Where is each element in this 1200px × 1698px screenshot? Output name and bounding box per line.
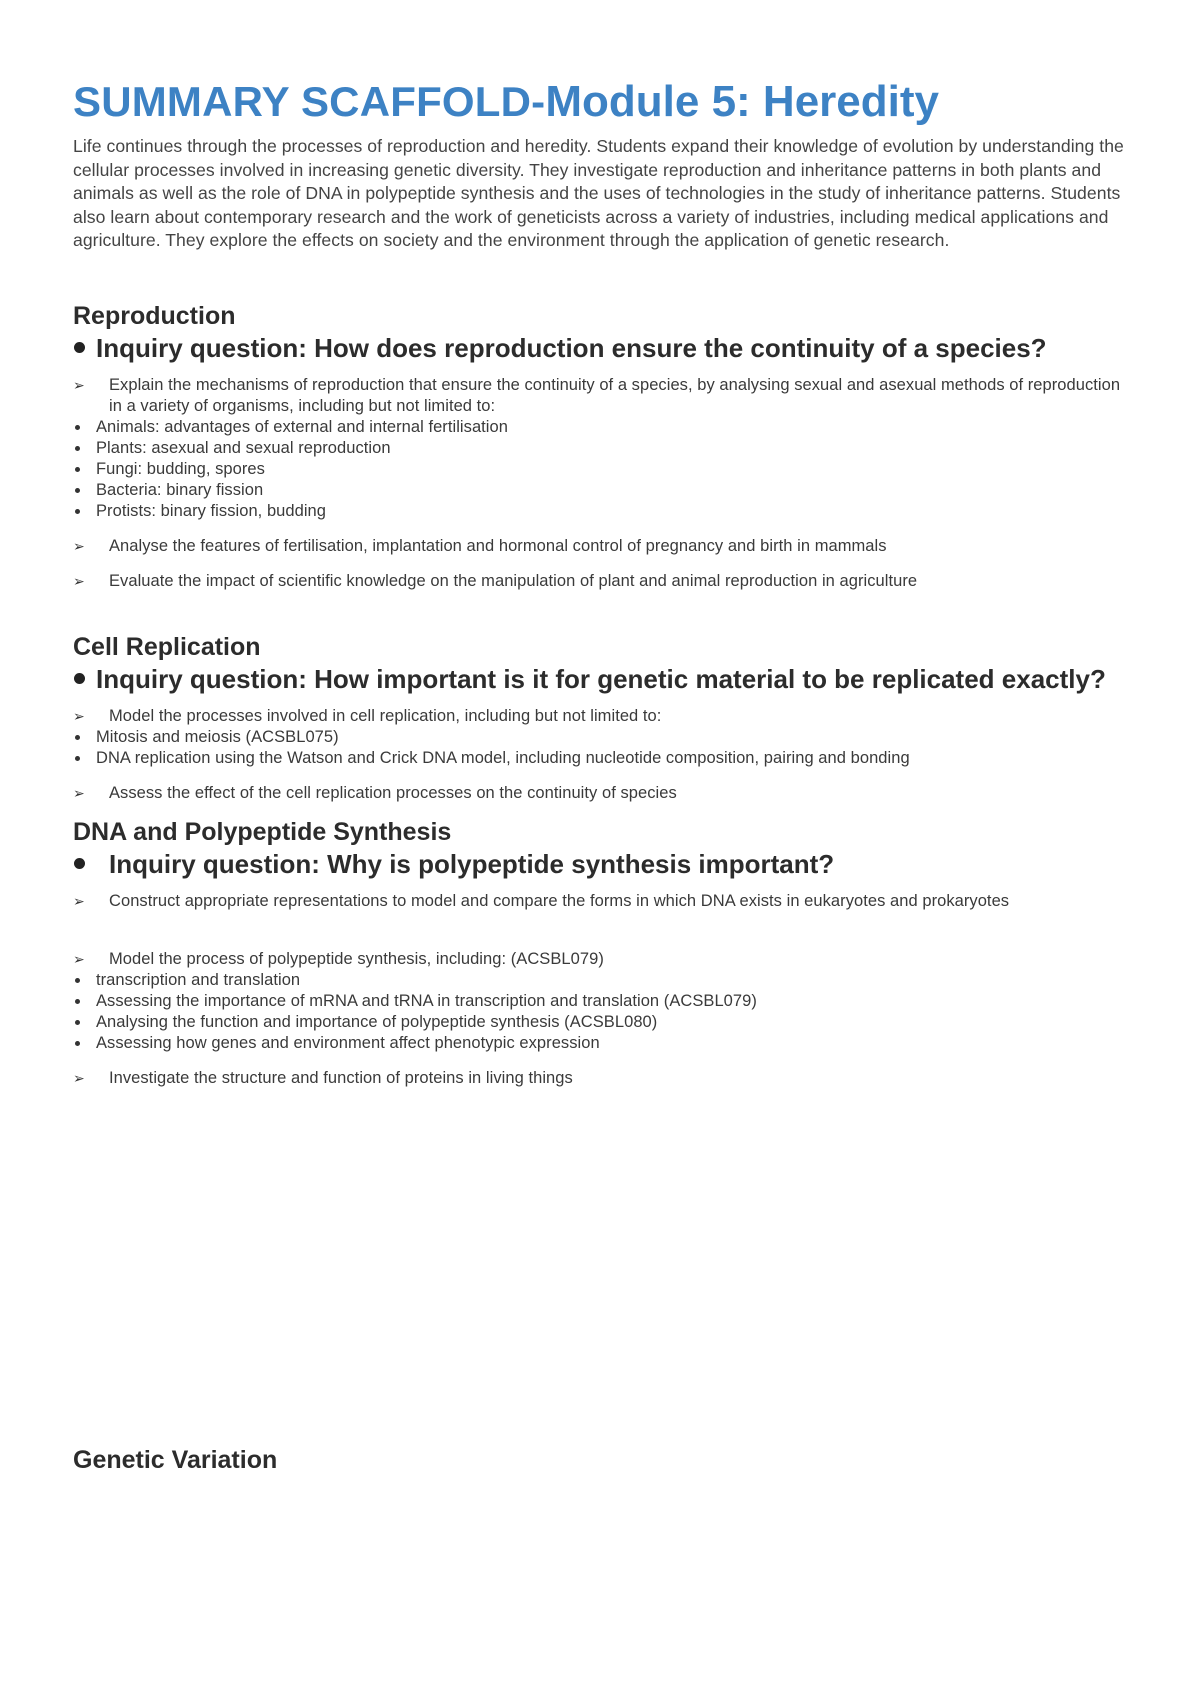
list-item xyxy=(73,459,1133,480)
outcome-text: Analyse the features of fertilisation, implantation and hormonal control of pregnancy and birth in mammals xyxy=(109,536,887,555)
outcome-text: Model the processes involved in cell replication, including but not limited to: xyxy=(109,706,662,725)
arrowhead-bullet-icon: ➢ xyxy=(73,1069,85,1086)
arrowhead-bullet-icon: ➢ xyxy=(73,784,85,801)
inquiry-question-cell-replication xyxy=(73,663,1133,696)
title-prefix: SUMMARY SCAFFOLD- xyxy=(73,78,546,125)
bullet-icon xyxy=(74,858,85,869)
intro-paragraph: Life continues through the processes of reproduction and heredity. Students expand their knowledge of evolution by understanding the cellular processes involved in increasing genetic diversity. They investigate reproduction and inheritance patterns in both plants and animals as well as the role of DNA in polypeptide synthesis and the uses of technologies in the study of inheritance patterns. Students also learn about contemporary research and the work of geneticists across a variety of industries, including medical applications and agriculture. They explore the effects on society and the environment through the application of genetic research. xyxy=(73,136,1124,250)
outcome-text: Assess the effect of the cell replication processes on the continuity of species xyxy=(109,783,677,802)
outcome-item xyxy=(73,891,1133,912)
outcome-item xyxy=(73,783,1133,804)
inquiry-text: Inquiry question: Why is polypeptide synthesis important? xyxy=(109,848,835,879)
bullet-icon xyxy=(75,467,80,472)
list-item xyxy=(73,1033,1133,1054)
list-item-text: Analysing the function and importance of polypeptide synthesis (ACSBL080) xyxy=(96,1012,658,1031)
outcome-text: Construct appropriate representations to model and compare the forms in which DNA exists in eukaryotes and prokaryotes xyxy=(109,891,1010,910)
sub-bullet-list xyxy=(73,970,1133,1054)
arrowhead-bullet-icon: ➢ xyxy=(73,376,85,393)
list-item-text: Plants: asexual and sexual reproduction xyxy=(96,438,391,457)
bullet-icon xyxy=(74,673,85,684)
bullet-icon xyxy=(75,756,80,761)
title-module: Module 5: Heredity xyxy=(545,77,939,126)
arrowhead-bullet-icon: ➢ xyxy=(73,537,85,554)
section-heading-genetic-variation: Genetic Variation xyxy=(73,1445,278,1474)
bullet-icon xyxy=(75,425,80,430)
list-item-text: Fungi: budding, spores xyxy=(96,459,265,478)
document-page xyxy=(73,78,1133,1476)
list-item-text: Assessing the importance of mRNA and tRNA in transcription and translation (ACSBL079) xyxy=(96,991,757,1010)
bullet-icon xyxy=(75,1041,80,1046)
list-item xyxy=(73,727,1133,748)
document-title xyxy=(73,78,1133,129)
arrowhead-bullet-icon: ➢ xyxy=(73,572,85,589)
list-item xyxy=(73,501,1133,522)
outcome-item xyxy=(73,949,1133,970)
list-item-text: Assessing how genes and environment affect phenotypic expression xyxy=(96,1033,600,1052)
arrowhead-bullet-icon: ➢ xyxy=(73,707,85,724)
outcome-text: Evaluate the impact of scientific knowledge on the manipulation of plant and animal reproduction in agriculture xyxy=(109,571,918,590)
arrowhead-bullet-icon: ➢ xyxy=(73,892,85,909)
bullet-icon xyxy=(75,1020,80,1025)
list-item-text: Bacteria: binary fission xyxy=(96,480,264,499)
list-item-text: Protists: binary fission, budding xyxy=(96,501,327,520)
outcome-item xyxy=(73,571,1133,592)
bullet-icon xyxy=(75,446,80,451)
sub-bullet-list xyxy=(73,727,1133,769)
list-item xyxy=(73,480,1133,501)
list-item xyxy=(73,748,1133,769)
list-item-text: Animals: advantages of external and internal fertilisation xyxy=(96,417,508,436)
inquiry-text: Inquiry question: How important is it for genetic material to be replicated exactly? xyxy=(96,663,1106,694)
arrowhead-bullet-icon: ➢ xyxy=(73,950,85,967)
outcome-item xyxy=(73,375,1133,417)
list-item xyxy=(73,438,1133,459)
bullet-icon xyxy=(75,735,80,740)
section-heading-cell-replication: Cell Replication xyxy=(73,632,261,661)
bullet-icon xyxy=(75,488,80,493)
list-item-text: DNA replication using the Watson and Crick DNA model, including nucleotide composition, pairing and bonding xyxy=(96,748,910,767)
list-item xyxy=(73,1012,1133,1033)
list-item xyxy=(73,970,1133,991)
outcome-text: Explain the mechanisms of reproduction that ensure the continuity of a species, by analysing sexual and asexual methods of reproduction in a variety of organisms, including but not limited to: xyxy=(109,375,1121,415)
bullet-icon xyxy=(75,978,80,983)
list-item-text: transcription and translation xyxy=(96,970,301,989)
list-item-text: Mitosis and meiosis (ACSBL075) xyxy=(96,727,339,746)
list-item xyxy=(73,417,1133,438)
section-heading-reproduction: Reproduction xyxy=(73,301,236,330)
bullet-icon xyxy=(75,999,80,1004)
outcome-item xyxy=(73,536,1133,557)
bullet-icon xyxy=(74,342,85,353)
section-heading-dna-polypeptide: DNA and Polypeptide Synthesis xyxy=(73,817,452,846)
outcome-text: Model the process of polypeptide synthesis, including: (ACSBL079) xyxy=(109,949,604,968)
list-item xyxy=(73,991,1133,1012)
outcome-text: Investigate the structure and function of proteins in living things xyxy=(109,1068,573,1087)
inquiry-text: Inquiry question: How does reproduction ensure the continuity of a species? xyxy=(96,332,1047,363)
bullet-icon xyxy=(75,509,80,514)
outcome-item xyxy=(73,1068,1133,1089)
outcome-item xyxy=(73,706,1133,727)
inquiry-question-reproduction xyxy=(73,332,1133,365)
sub-bullet-list xyxy=(73,417,1133,522)
inquiry-question-dna-polypeptide xyxy=(73,848,1133,881)
